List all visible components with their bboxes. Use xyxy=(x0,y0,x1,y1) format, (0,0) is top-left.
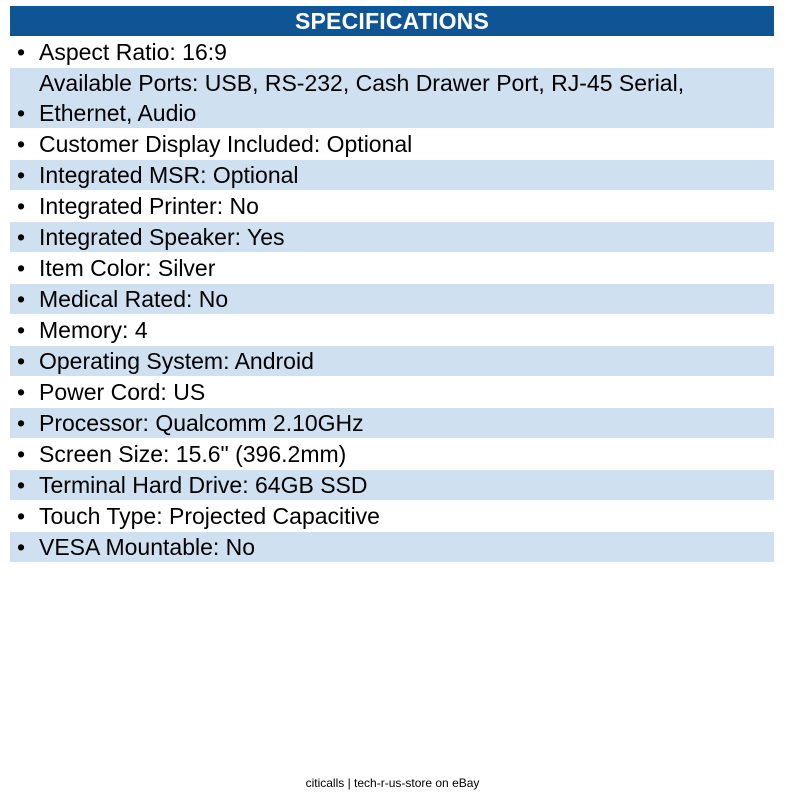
spec-row-vesa-mountable xyxy=(10,532,774,563)
bullet-icon: • xyxy=(17,39,26,65)
spec-row-processor xyxy=(10,408,774,439)
spec-row-integrated-printer xyxy=(10,191,774,222)
spec-row-power-cord xyxy=(10,377,774,408)
spec-text: Integrated Speaker: Yes xyxy=(39,224,285,250)
bullet-icon: • xyxy=(17,162,26,188)
bullet-icon: • xyxy=(17,100,26,126)
spec-row-customer-display xyxy=(10,129,774,160)
bullet-icon: • xyxy=(17,255,26,281)
spec-row-aspect-ratio xyxy=(10,37,774,68)
spec-row-integrated-speaker xyxy=(10,222,774,253)
specifications-header: SPECIFICATIONS xyxy=(10,6,774,37)
bullet-icon: • xyxy=(17,441,26,467)
spec-text: Touch Type: Projected Capacitive xyxy=(39,503,380,529)
spec-text: Item Color: Silver xyxy=(39,255,216,281)
spec-row-memory xyxy=(10,315,774,346)
spec-row-integrated-msr xyxy=(10,160,774,191)
spec-text: Available Ports: USB, RS-232, Cash Drawer Port, RJ-45 Serial, Ethernet, Audio xyxy=(39,70,685,126)
spec-text: Processor: Qualcomm 2.10GHz xyxy=(39,410,364,436)
spec-row-item-color xyxy=(10,253,774,284)
spec-text: Integrated MSR: Optional xyxy=(39,162,299,188)
bullet-icon: • xyxy=(17,472,26,498)
bullet-icon: • xyxy=(17,410,26,436)
bullet-icon: • xyxy=(17,534,26,560)
spec-text: VESA Mountable: No xyxy=(39,534,256,560)
spec-text: Customer Display Included: Optional xyxy=(39,131,413,157)
bullet-icon: • xyxy=(17,193,26,219)
spec-text: Integrated Printer: No xyxy=(39,193,259,219)
footer-credit: citicalls | tech-r-us-store on eBay xyxy=(305,776,480,790)
bullet-icon: • xyxy=(17,317,26,343)
bullet-icon: • xyxy=(17,224,26,250)
spec-list xyxy=(10,37,774,563)
spec-row-terminal-hard-drive xyxy=(10,470,774,501)
bullet-icon: • xyxy=(17,379,26,405)
spec-text: Medical Rated: No xyxy=(39,286,229,312)
spec-text: Operating System: Android xyxy=(39,348,314,374)
spec-text: Screen Size: 15.6" (396.2mm) xyxy=(39,441,347,467)
bullet-icon: • xyxy=(17,503,26,529)
spec-text: Memory: 4 xyxy=(39,317,148,343)
bullet-icon: • xyxy=(17,348,26,374)
bullet-icon: • xyxy=(17,131,26,157)
spec-row-screen-size xyxy=(10,439,774,470)
spec-text: Terminal Hard Drive: 64GB SSD xyxy=(39,472,368,498)
bullet-icon: • xyxy=(17,286,26,312)
spec-row-medical-rated xyxy=(10,284,774,315)
spec-text: Power Cord: US xyxy=(39,379,206,405)
spec-row-available-ports xyxy=(10,68,774,129)
spec-row-touch-type xyxy=(10,501,774,532)
spec-row-operating-system xyxy=(10,346,774,377)
spec-text: Aspect Ratio: 16:9 xyxy=(39,39,227,65)
specifications-table xyxy=(10,6,774,563)
